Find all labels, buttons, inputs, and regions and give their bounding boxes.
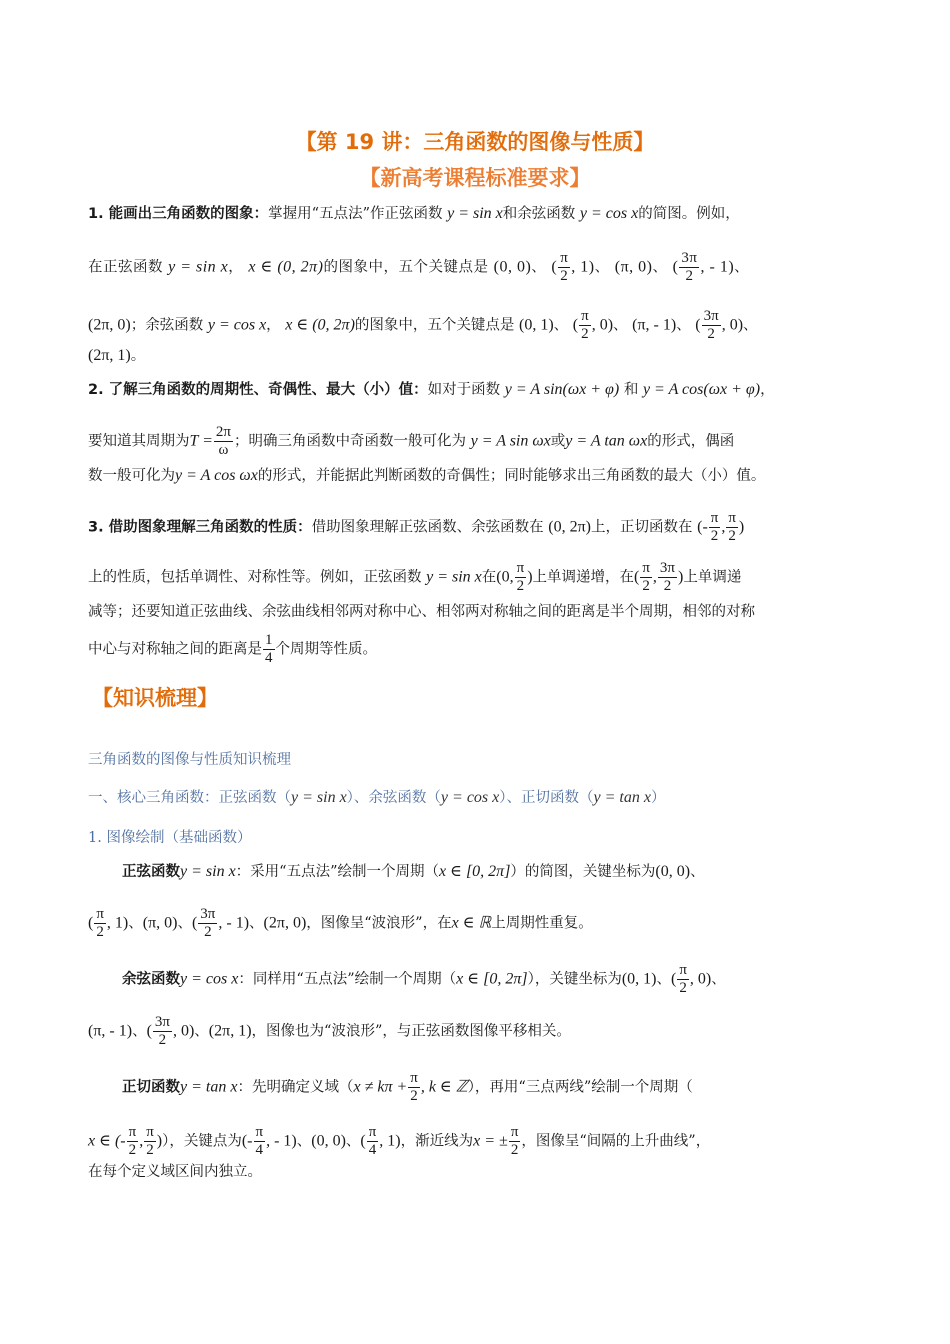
req2-line1: 2. 了解三角函数的周期性、奇偶性、最大（小）值：如对于函数 y = A sin(ωx + φ) 和 y = A cos(ωx + φ)， [88,381,775,398]
fraction: $\frac{\pi}{2}$ [642,560,650,594]
tangent-line2: x ∈ (- $\frac{\pi}{2}$ , $\frac{\pi}{2}$ )），关键点为(- $\frac{\pi}{4}$ , - 1)、(0, 0)、( $\frac{\pi}{4}$ , 1)，渐近线为x = ± $\frac{\pi}{2}$ ，图像呈“间隔的上升曲线”， [88,1124,711,1158]
fraction: $\frac{\pi}{2}$ [510,1124,519,1158]
tangent-line1: 正切函数y = tan x：先明确定义域（x ≠ kπ + $\frac{\pi}{2}$ , k ∈ ℤ），再用“三点两线”绘制一个周期（ [122,1070,693,1104]
tangent-line3: 在每个定义域区间内独立。 [88,1164,262,1180]
fraction: $\frac{\pi}{4}$ [255,1124,264,1158]
fraction: $\frac{3\pi}{2}$ [681,250,698,284]
item1-heading: 1. 图像绘制（基础函数） [88,830,252,846]
tangent-label: 正切函数 [122,1079,180,1096]
req1-label: 1. 能画出三角函数的图象： [88,206,269,222]
req3-line2: 上的性质，包括单调性、对称性等。例如，正弦函数 y = sin x在(0, $\frac{\pi}{2}$ )上单调递增，在( $\frac{\pi}{2}$ , $\frac{3\pi}{2}$ )上单调递 [88,560,742,594]
req3-label: 3. 借助图象理解三角函数的性质： [88,519,312,536]
req1-line1: 1. 能画出三角函数的图象：掌握用“五点法”作正弦函数 y = sin x和余弦函数 y = cos x的简图。例如， [88,205,740,222]
fraction: $\frac{\pi}{2}$ [710,510,719,544]
standards-heading: 【新高考课程标准要求】 [359,166,591,190]
fraction: $\frac{\pi}{2}$ [516,560,525,594]
fraction: $\frac{1}{4}$ [265,632,273,666]
sine-line2: ( $\frac{\pi}{2}$ , 1)、(π, 0)、( $\frac{3\pi}{2}$ , - 1)、(2π, 0)，图像呈“波浪形”，在x ∈ ℝ上周期性重复。 [88,906,593,940]
cosine-line2: (π, - 1)、( $\frac{3\pi}{2}$ , 0)、(2π, 1)，图像也为“波浪形”，与正弦函数图像平移相关。 [88,1014,571,1048]
knowledge-intro: 三角函数的图像与性质知识梳理 [88,752,291,768]
fraction: $\frac{\pi}{2}$ [96,906,104,940]
fraction: $\frac{\pi}{2}$ [679,962,687,996]
core-functions-line: 一、核心三角函数：正弦函数（y = sin x）、余弦函数（y = cos x）、正切函数（y = tan x） [88,789,666,806]
fraction: $\frac{2\pi}{\omega}$ [215,424,231,458]
cosine-line1: 余弦函数y = cos x：同样用“五点法”绘制一个周期（x ∈ [0, 2π]），关键坐标为(0, 1)、( $\frac{\pi}{2}$ , 0)、 [122,962,726,996]
sine-label: 正弦函数 [122,864,180,880]
knowledge-heading: 【知识梳理】 [92,686,218,710]
fraction: $\frac{3\pi}{2}$ [703,308,719,342]
req3-line1: 3. 借助图象理解三角函数的性质：借助图象理解正弦函数、余弦函数在 (0, 2π)上，正切函数在 (- $\frac{\pi}{2}$ , $\frac{\pi}{2}$ ) [88,510,745,544]
fraction: $\frac{3\pi}{2}$ [154,1014,170,1048]
fraction: $\frac{\pi}{2}$ [128,1124,137,1158]
cosine-label: 余弦函数 [122,971,180,988]
req2-line2: 要知道其周期为T = $\frac{2\pi}{\omega}$ ；明确三角函数中奇函数一般可化为 y = A sin ωx或y = A tan ωx的形式，偶函 [88,424,735,458]
req1-line4: (2π, 1)。 [88,347,146,364]
fraction: $\frac{\pi}{2}$ [560,250,569,284]
fraction: $\frac{3\pi}{2}$ [659,560,675,594]
req1-line2: 在正弦函数 y = sin x， x ∈ (0, 2π)的图象中，五个关键点是 (0, 0)、 ( $\frac{\pi}{2}$ , 1)、 (π, 0)、 ( $\frac{3\pi}{2}$ , - 1)、 [88,250,750,284]
sine-line1: 正弦函数y = sin x：采用“五点法”绘制一个周期（x ∈ [0, 2π]）的简图，关键坐标为(0, 0)、 [122,863,705,880]
fraction: $\frac{\pi}{2}$ [581,308,589,342]
req2-line3: 数一般可化为y = A cos ωx的形式，并能据此判断函数的奇偶性；同时能够求出三角函数的最大（小）值。 [88,467,766,484]
req3-line4: 中心与对称轴之间的距离是 $\frac{1}{4}$ 个周期等性质。 [88,632,377,666]
fraction: $\frac{3\pi}{2}$ [200,906,216,940]
req1-line3: (2π, 0)；余弦函数 y = cos x， x ∈ (0, 2π)的图象中，五个关键点是 (0, 1)、 ( $\frac{\pi}{2}$ , 0)、 (π, - 1)、 ( $\frac{3\pi}{2}$ , 0)、 [88,308,758,342]
fraction: $\frac{\pi}{2}$ [410,1070,418,1104]
req2-label: 2. 了解三角函数的周期性、奇偶性、最大（小）值： [88,382,428,398]
fraction: $\frac{\pi}{2}$ [146,1124,154,1158]
req3-line3: 减等；还要知道正弦曲线、余弦曲线相邻两对称中心、相邻两对称轴之间的距离是半个周期，相邻的对称 [88,604,755,620]
fraction: $\frac{\pi}{2}$ [728,510,736,544]
lecture-title: 【第 19 讲：三角函数的图像与性质】 [295,130,655,154]
fraction: $\frac{\pi}{4}$ [368,1124,377,1158]
